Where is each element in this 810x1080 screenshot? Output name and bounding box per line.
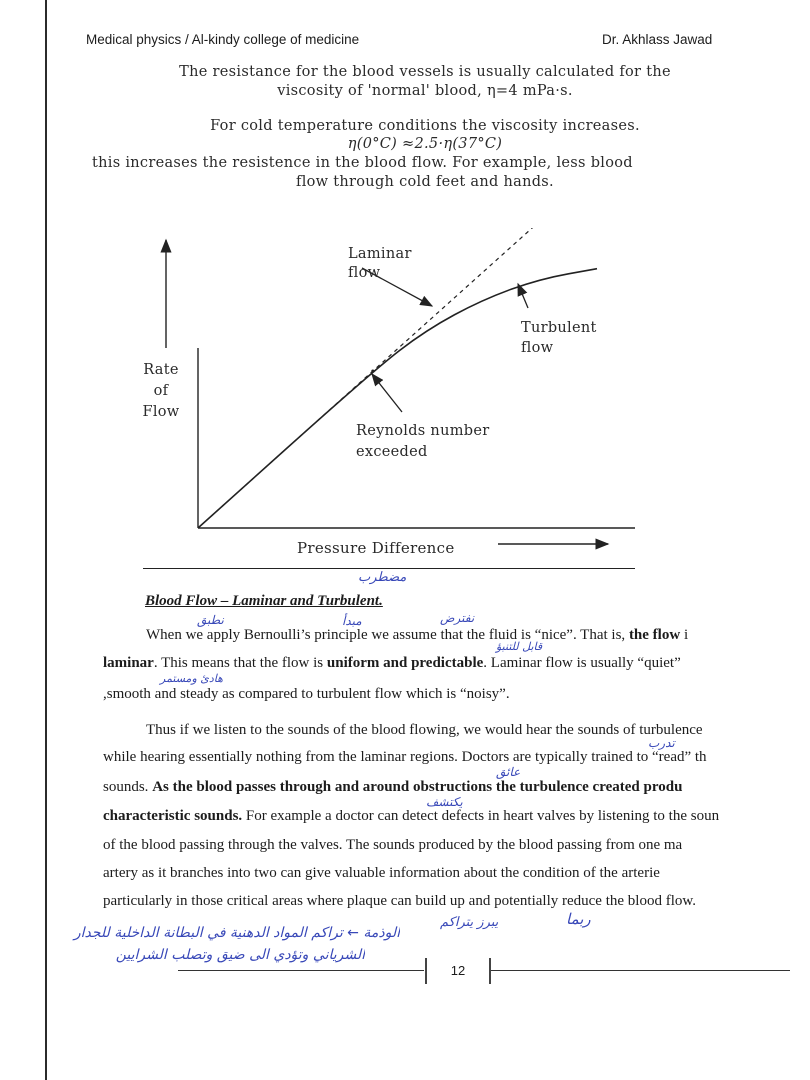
handwritten-note-smooth: هادئ ومستمر [160,672,223,685]
section-title: Blood Flow – Laminar and Turbulent. [145,593,383,609]
intro-line-3: For cold temperature conditions the viscosity increases. [210,118,640,134]
reynolds-pointer-arrow [372,374,402,412]
handwritten-note-potentially: ربما [566,910,591,928]
y-axis-label [139,360,183,423]
para1-line-2: laminar. This means that the flow is uniform and predictable. Laminar flow is usually “quiet” [103,655,681,671]
intro-line-6: flow through cold feet and hands. [296,174,554,190]
section-divider [143,568,635,569]
handwritten-note-turbulent: مضطرب [358,570,407,585]
handwritten-note-detect: يكتشف [426,795,463,809]
laminar-label-line-1: Laminar [348,246,412,262]
series-turbulent-flow [198,269,597,528]
para2-line-7: particularly in those critical areas where plaque can build up and potentially reduce the blood flow. [103,893,696,909]
handwritten-note-obstructions: عائق [496,765,521,779]
x-axis-label: Pressure Difference [297,539,455,557]
header-course: Medical physics / Al-kindy college of medicine [86,32,360,47]
para1-line-3: ,smooth and steady as compared to turbulent flow which is “noisy”. [103,686,510,702]
para1-line-1: When we apply Bernoulli’s principle we assume that the fluid is “nice”. That is, the flow i [146,627,689,643]
turbulent-label-line-2: flow [521,340,554,356]
laminar-label-line-2: flow [348,265,381,281]
page-number: 12 [425,958,491,984]
ylabel-line-3: Flow [142,404,180,420]
handwritten-note-build-up: يبرز يتراكم [440,915,499,930]
handwritten-note-assume: نفترض [440,611,475,625]
handwritten-footnote-line-1: الوذمة ← تراكم المواد الدهنية في البطانة الداخلية للجدار [73,925,400,941]
para2-line-4: characteristic sounds. For example a doctor can detect defects in heart valves by listening to the soun [103,808,720,824]
para2-line-5: of the blood passing through the valves. The sounds produced by the blood passing from one ma [103,837,683,853]
reynolds-label-line-1: Reynolds number [356,423,490,439]
turbulent-pointer-arrow [518,284,528,308]
viscosity-formula: η(0°C) ≈2.5·η(37°C) [347,136,503,152]
ylabel-line-2: of [153,383,169,399]
handwritten-note-apply: نطبق [197,613,224,627]
handwritten-note-predictable: قابل للتنبؤ [496,640,543,653]
reynolds-label-line-2: exceeded [356,444,428,460]
para2-line-1: Thus if we listen to the sounds of the blood flowing, we would hear the sounds of turbulence [146,722,703,738]
reynolds-point [371,370,374,373]
intro-line-2: viscosity of 'normal' blood, η=4 mPa·s. [277,83,573,99]
para2-line-3: sounds. As the blood passes through and around obstructions the turbulence created produ [103,779,683,795]
intro-line-5: this increases the resistence in the blood flow. For example, less blood [92,155,633,171]
handwritten-note-trained: تدرب [648,736,675,750]
laminar-flow-label [348,245,412,283]
reynolds-label [356,421,489,463]
ylabel-line-1: Rate [143,362,179,378]
turbulent-flow-label [521,318,597,358]
footer-rule-left [178,970,424,971]
intro-line-1: The resistance for the blood vessels is usually calculated for the [179,64,671,80]
para2-line-2: while hearing essentially nothing from the laminar regions. Doctors are typically trained to “read” th [103,749,707,765]
turbulent-label-line-1: Turbulent [521,320,597,336]
page-edge-line [45,0,47,1080]
footer-rule-right [490,970,790,971]
handwritten-footnote-line-2: الشرياني وتؤدي الى ضيق وتصلب الشرايين [115,947,365,963]
handwritten-note-principle: مبدأ [342,614,362,628]
para2-line-6: artery as it branches into two can give valuable information about the condition of the arterie [103,865,660,881]
header-author: Dr. Akhlass Jawad [602,32,713,47]
